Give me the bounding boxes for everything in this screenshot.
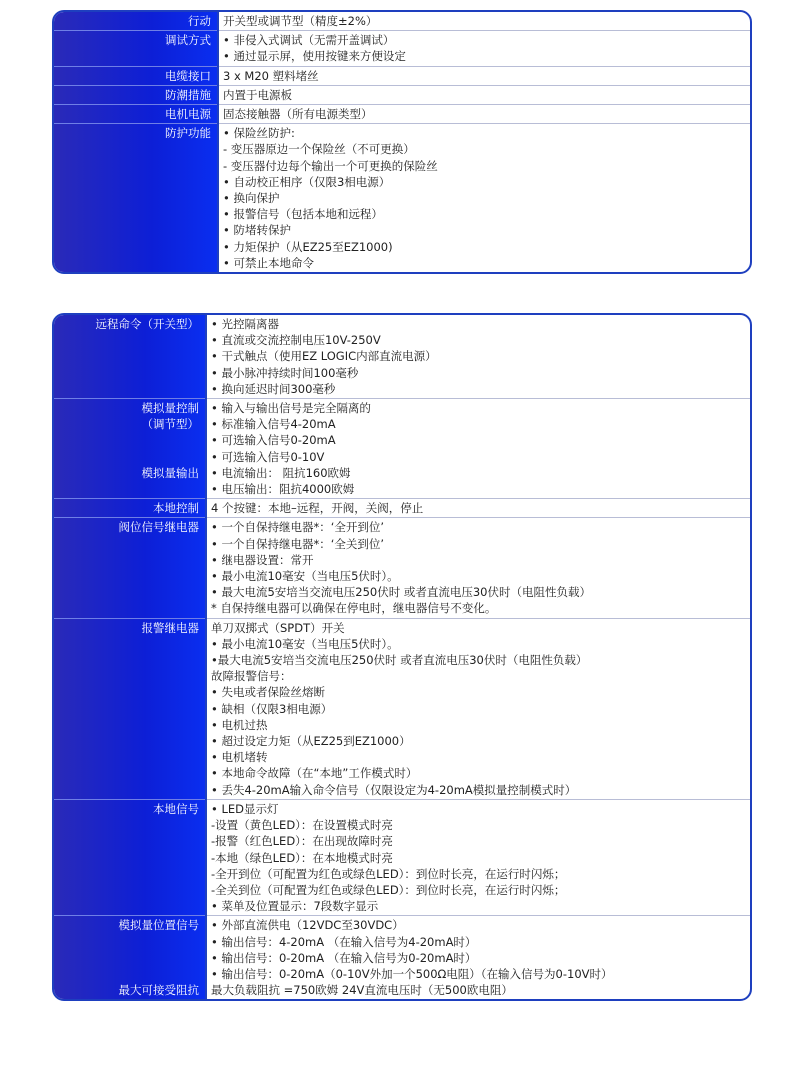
spec-row: [54, 916, 750, 1000]
spec-value-line: -全开到位（可配置为红色或绿色LED）：到位时长亮，在运行时闪烁；: [211, 866, 566, 881]
spec-value-line: 固态接触器（所有电源类型）: [223, 107, 373, 122]
spec-value-line: • 报警信号（包括本地和远程）: [223, 207, 383, 222]
spec-row: [54, 618, 750, 799]
spec-value: [218, 124, 750, 272]
spec-value: [206, 618, 750, 799]
spec-value-line: -报警（红色LED）：在出现故障时亮: [211, 834, 393, 849]
spec-value-line: • 输出信号：0-20mA（0-10V外加一个500Ω电阻）（在输入信号为0-10V时）: [211, 966, 613, 981]
spec-value-line: • 可选输入信号0-10V: [211, 449, 325, 464]
spec-value-line: • 输出信号：4-20mA （在输入信号为4-20mA时）: [211, 934, 477, 949]
spec-value: [206, 499, 750, 518]
spec-value-line: • 一个自保持继电器*：‘全开到位’: [211, 520, 384, 535]
spec-label: [54, 66, 218, 85]
spec-table-1: [52, 10, 752, 274]
spec-value-line: • 保险丝防护:: [223, 126, 295, 141]
spec-value-line: • 换向延迟时间300毫秒: [211, 381, 336, 396]
spec-value-line: • 电机过热: [211, 717, 268, 732]
spec-label-line: 电机电源: [165, 107, 211, 122]
spec-value: [218, 66, 750, 85]
spec-value-line: • 电流输出： 阻抗160欧姆: [211, 465, 351, 480]
spec-row: [54, 31, 750, 66]
spec-row: [54, 66, 750, 85]
spec-label-line: [58, 950, 199, 966]
spec-row: [54, 315, 750, 399]
spec-value-line: • 外部直流供电（12VDC至30VDC）: [211, 918, 404, 933]
spec-label: [54, 618, 206, 799]
spec-value-line: • 输出信号：0-20mA （在输入信号为0-20mA时）: [211, 950, 477, 965]
spec-value-line: • 光控隔离器: [211, 317, 279, 331]
spec-value-line: • 标准输入信号4-20mA: [211, 417, 336, 432]
spec-value-line: • 最小电流10毫安（当电压5伏时）。: [211, 569, 399, 584]
spec-label-line: 调试方式: [165, 33, 211, 48]
spec-label: [54, 916, 206, 1000]
spec-label-line: [58, 934, 199, 950]
spec-row: [54, 799, 750, 915]
spec-label: [54, 499, 206, 518]
spec-value-line: • 通过显示屏，使用按键来方便设定: [223, 49, 406, 64]
spec-value-line: * 自保持继电器可以确保在停电时，继电器信号不变化。: [211, 601, 497, 616]
spec-value-line: • 超过设定力矩（从EZ25到EZ1000）: [211, 734, 411, 749]
spec-label: [54, 124, 218, 272]
spec-label: [54, 31, 218, 66]
spec-value-line: • 缺相（仅限3相电源）: [211, 701, 333, 716]
spec-value-line: • 丢失4-20mA输入命令信号（仅限设定为4-20mA模拟量控制模式时）: [211, 782, 577, 797]
spec-value-line: 故障报警信号：: [211, 669, 292, 684]
spec-value: [206, 799, 750, 915]
spec-row: [54, 85, 750, 104]
spec-value: [218, 12, 750, 31]
spec-label: [54, 85, 218, 104]
spec-table-2: [52, 313, 752, 1001]
spec-label-line: 报警继电器: [141, 620, 199, 635]
spec-value-line: 单刀双掷式（SPDT）开关: [211, 620, 345, 635]
spec-value-line: • 继电器设置：常开: [211, 552, 314, 567]
spec-value-line: • 一个自保持继电器*：‘全关到位’: [211, 536, 384, 551]
spec-row: [54, 124, 750, 272]
spec-value-line: • 最小电流10毫安（当电压5伏时）。: [211, 636, 399, 651]
spec-value-line: -本地（绿色LED）：在本地模式时亮: [211, 850, 393, 865]
spec-value-line: 最大负载阻抗 =750欧姆 24V直流电压时（无500欧电阻）: [211, 983, 513, 998]
spec-value-line: 3 x M20 塑料堵丝: [223, 68, 319, 83]
spec-value-line: • 失电或者保险丝熔断: [211, 685, 325, 700]
spec-label-line: 模拟量位置信号: [118, 918, 199, 933]
spec-value-line: • LED显示灯: [211, 801, 279, 816]
spec-value-line: • 电压输出：阻抗4000欧姆: [211, 482, 355, 497]
spec-label: [54, 399, 206, 499]
spec-label: [54, 799, 206, 915]
spec-value: [218, 105, 750, 124]
spec-label-line: 阀位信号继电器: [118, 520, 199, 535]
spec-label: [54, 105, 218, 124]
spec-label-line: [58, 966, 199, 982]
spec-value: [206, 916, 750, 1000]
spec-label-line: 电缆接口: [165, 68, 211, 83]
spec-value: [206, 315, 750, 399]
spec-label: [54, 518, 206, 618]
spec-value-line: • 菜单及位置显示：7段数字显示: [211, 899, 379, 914]
spec-value-line: • 最小脉冲持续时间100毫秒: [211, 365, 359, 380]
spec-label-line: 本地控制: [153, 501, 199, 516]
spec-row: [54, 105, 750, 124]
spec-value-line: • 自动校正相序（仅限3相电源）: [223, 174, 391, 189]
spec-value-line: • 换向保护: [223, 191, 280, 206]
spec-value-line: • 本地命令故障（在“本地”工作模式时）: [211, 766, 418, 781]
spec-label: [54, 12, 218, 31]
spec-value-line: 内置于电源板: [223, 87, 292, 102]
spec-label-line: [58, 449, 199, 465]
spec-value-line: 4 个按键：本地–远程，开阀，关阀，停止: [211, 501, 424, 516]
spec-row: [54, 399, 750, 499]
spec-value-line: • 输入与输出信号是完全隔离的: [211, 401, 371, 416]
spec-value: [218, 31, 750, 66]
spec-label-line: 模拟量控制: [141, 401, 199, 416]
spec-row: [54, 499, 750, 518]
spec-value-line: • 防堵转保护: [223, 223, 291, 238]
spec-value-line: • 非侵入式调试（无需开盖调试）: [223, 33, 395, 48]
spec-label-line: [58, 432, 199, 448]
spec-row: [54, 12, 750, 31]
spec-value: [218, 85, 750, 104]
spec-value-line: •最大电流5安培当交流电压250伏时 或者直流电压30伏时（电阻性负载）: [211, 653, 588, 668]
spec-label-line: 防潮措施: [165, 87, 211, 102]
spec-value-line: -设置（黄色LED）：在设置模式时亮: [211, 818, 393, 833]
spec-value: [206, 518, 750, 618]
spec-value-line: • 直流或交流控制电压10V-250V: [211, 333, 381, 348]
spec-label-line: 远程命令（开关型）: [95, 317, 199, 331]
spec-value-line: • 可禁止本地命令: [223, 255, 314, 270]
spec-label: [54, 315, 206, 399]
spec-value-line: 开关型或调节型（精度±2%）: [223, 14, 378, 28]
spec-value-line: • 干式触点（使用EZ LOGIC内部直流电源）: [211, 349, 437, 364]
spec-value: [206, 399, 750, 499]
spec-label-line: 防护功能: [165, 126, 211, 141]
spec-value-line: • 可选输入信号0-20mA: [211, 433, 336, 448]
spec-label-line: （调节型）: [141, 417, 199, 432]
spec-value-line: - 变压器原边一个保险丝（不可更换）: [223, 142, 415, 157]
spec-label-line: 模拟量输出: [141, 465, 199, 480]
spec-value-line: • 力矩保护（从EZ25至EZ1000): [223, 239, 393, 254]
spec-label-line: 本地信号: [153, 801, 199, 816]
spec-value-line: • 最大电流5安培当交流电压250伏时 或者直流电压30伏时（电阻性负载）: [211, 585, 591, 600]
spec-label-line: 最大可接受阻抗: [118, 983, 199, 998]
spec-value-line: -全关到位（可配置为红色或绿色LED）：到位时长亮，在运行时闪烁；: [211, 882, 566, 897]
spec-label-line: 行动: [188, 14, 211, 28]
spec-value-line: - 变压器付边每个输出一个可更换的保险丝: [223, 158, 438, 173]
spec-row: [54, 518, 750, 618]
spec-value-line: • 电机堵转: [211, 750, 268, 765]
